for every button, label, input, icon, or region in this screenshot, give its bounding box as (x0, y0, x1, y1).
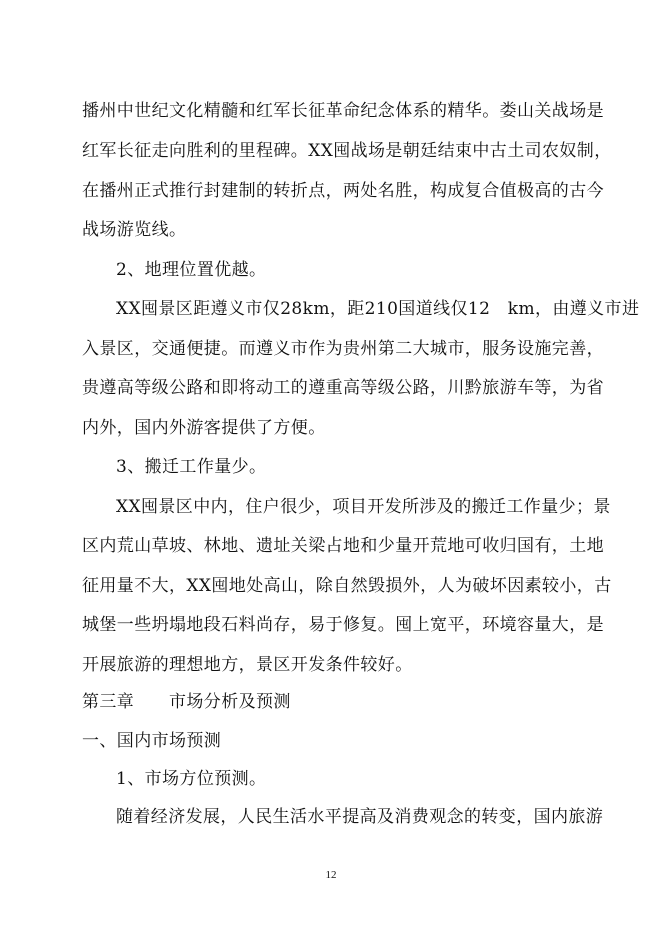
paragraph-line: 开展旅游的理想地方，景区开发条件较好。 (82, 655, 413, 675)
paragraph-line: XX囤景区中内，住户很少，项目开发所涉及的搬迁工作量少；景 (116, 497, 611, 517)
section-heading: 2、地理位置优越。 (116, 260, 267, 280)
paragraph-line: 城堡一些坍塌地段石料尚存，易于修复。囤上宽平，环境容量大，是 (82, 615, 604, 635)
paragraph-line: 入景区，交通便捷。而遵义市作为贵州第二大城市，服务设施完善， (82, 339, 604, 359)
paragraph-line: 战场游览线。 (82, 220, 187, 240)
subsection-heading: 1、市场方位预测。 (116, 769, 267, 789)
paragraph-line: 红军长征走向胜利的里程碑。XX囤战场是朝廷结束中古土司农奴制， (82, 141, 612, 161)
paragraph-line: 区内荒山草坡、林地、遗址关梁占地和少量开荒地可收归国有，土地 (82, 536, 604, 556)
paragraph-line: 内外，国内外游客提供了方便。 (82, 418, 326, 438)
section-heading: 3、搬迁工作量少。 (116, 457, 267, 477)
paragraph-line: 在播州正式推行封建制的转折点，两处名胜，构成复合值极高的古今 (82, 181, 604, 201)
paragraph-line: 贵遵高等级公路和即将动工的遵重高等级公路，川黔旅游车等，为省 (82, 378, 604, 398)
chapter-heading: 第三章 市场分析及预测 (82, 692, 291, 712)
page-number: 12 (325, 869, 337, 881)
section-heading: 一、国内市场预测 (82, 731, 222, 751)
paragraph-line: 播州中世纪文化精髓和红军长征革命纪念体系的精华。娄山关战场是 (82, 101, 604, 121)
paragraph-line: 随着经济发展，人民生活水平提高及消费观念的转变，国内旅游 (116, 807, 604, 827)
paragraph-line: XX囤景区距遵义市仅28km，距210国道线仅12 km，由遵义市进 (116, 299, 640, 319)
paragraph-line: 征用量不大，XX囤地处高山，除自然毁损外，人为破坏因素较小，古 (82, 576, 612, 596)
